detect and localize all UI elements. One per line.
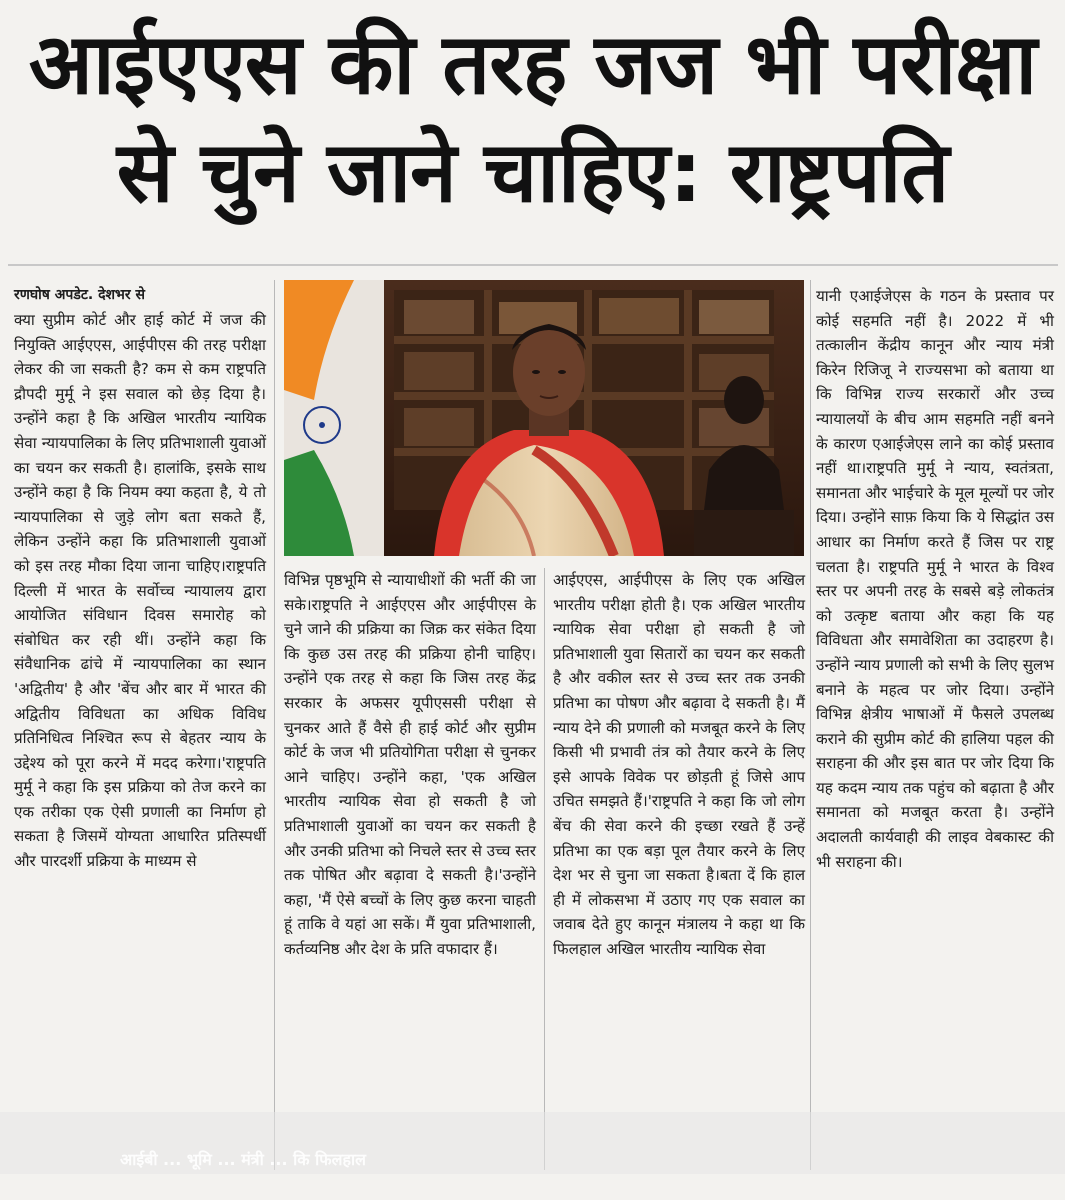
- watermark-text: आईबी ... भूमि ... मंत्री ... कि फिलहाल: [120, 1150, 366, 1169]
- article-column-1: [14, 284, 266, 874]
- headline-line-1: आईएएस की तरह जज भी परीक्षा: [28, 15, 1037, 113]
- headline-line-2: से चुने जाने चाहिए: राष्ट्रपति: [116, 123, 949, 221]
- indian-flag: [284, 280, 384, 556]
- photo-illustration: [284, 280, 804, 556]
- president-photo: [284, 280, 804, 556]
- article-column-3: [553, 568, 805, 962]
- headline-divider: [8, 264, 1058, 266]
- column-separator: [544, 568, 545, 1170]
- column-separator: [810, 280, 811, 1170]
- headline: [0, 10, 1065, 226]
- article-column-2: [284, 568, 536, 962]
- column-separator: [274, 280, 275, 1170]
- column-2-text: विभिन्न पृष्ठभूमि से न्यायाधीशों की भर्ती की जा सके।राष्ट्रपति ने आईएएस और आईपीएस के चुने जाने की प्रक्रिया का जिक्र कर संकेत दिया कि कुछ उस तरह की प्रक्रिया होनी चाहिए। उन्होंने एक तरह से कहा कि जिस तरह केंद्र सरकार के अफसर यूपीएससी परीक्षा से चुनकर आते हैं वैसे ही हाई कोर्ट और सुप्रीम कोर्ट के जज भी प्रतियोगिता परीक्षा से चुनकर आने चाहिए। उन्होंने कहा, 'एक अखिल भारतीय न्यायिक सेवा हो सकती है जो प्रतिभाशाली युवाओं का चयन कर सकती है और उनकी प्रतिभा को निचले स्तर से उच्च स्तर तक पोषित और बढ़ावा दे सकती है।'उन्होंने कहा, 'मैं ऐसे बच्चों के लिए कुछ करना चाहती हूं ताकि वे यहां आ सकें। मैं युवा प्रतिभाशाली, कर्तव्यनिष्ठ और देश के प्रति वफादार हैं।: [284, 571, 536, 958]
- dateline: रणघोष अपडेट. देशभर से: [14, 287, 145, 303]
- column-1-text: क्या सुप्रीम कोर्ट और हाई कोर्ट में जज की नियुक्ति आईएएस, आईपीएस की तरह परीक्षा लेकर की जा सकती है? कम से कम राष्ट्रपति द्रौपदी मुर्मू ने इस सवाल को छेड़ दिया है। उन्होंने कहा है कि अखिल भारतीय न्यायिक सेवा न्यायपालिका के लिए प्रतिभाशाली युवाओं का चयन कर सकती है। हालांकि, इसके साथ उन्होंने कहा है कि नियम क्या कहता है, ये तो न्यायपालिका से जुड़े लोग बता सकते हैं, लेकिन उन्होंने कहा कि प्रतिभाशाली युवाओं को इस तरह मौका दिया जाना चाहिए।राष्ट्रपति दिल्ली में भारत के सर्वोच्च न्यायालय द्वारा आयोजित संविधान दिवस समारोह को संबोधित कर रही थीं। उन्होंने कहा कि संवैधानिक ढांचे में न्यायपालिका का स्थान 'अद्वितीय' है और 'बेंच और बार में भारत की अद्वितीय विविधता का अधिक विविध प्रतिनिधित्व निश्चित रूप से बेहतर न्याय के उद्देश्य को पूरा करने में मदद करेगा।'राष्ट्रपति मुर्मू ने कहा कि इस प्रक्रिया को तेज करने का एक तरीका एक ऐसी प्रणाली का निर्माण हो सकता है जिसमें योग्यता आधारित प्रतिस्पर्धी और पारदर्शी प्रक्रिया के माध्यम से: [14, 311, 266, 871]
- column-4-text: यानी एआईजेएस के गठन के प्रस्ताव पर कोई सहमति नहीं है। 2022 में भी तत्कालीन केंद्रीय कानून और न्याय मंत्री किरेन रिजिजू ने राज्यसभा को बताया था कि विभिन्न राज्य सरकारों और उच्च न्यायालयों के बीच आम सहमति नहीं बनने के कारण एआईजेएस लाने का कोई प्रस्ताव नहीं था।राष्ट्रपति मुर्मू ने न्याय, स्वतंत्रता, समानता और भाईचारे के मूल मूल्यों पर जोर दिया। उन्होंने साफ़ किया कि ये सिद्धांत उस आधार का निर्माण करते हैं जिस पर राष्ट्र चलता है। राष्ट्रपति मुर्मू ने भारत के विश्व स्तर पर अपनी तरह के सबसे बड़े लोकतंत्र को उत्कृष्ट बताया और कहा कि यह विविधता और समावेशिता का उदाहरण है।उन्होंने न्याय प्रणाली को सभी के लिए सुलभ बनाने के महत्व पर जोर दिया। उन्होंने विभिन्न क्षेत्रीय भाषाओं में फैसले उपलब्ध कराने की सुप्रीम कोर्ट की हालिया पहल की सराहना की और इस बात पर जोर दिया कि यह कदम न्याय तक पहुंच को बढ़ाता है और समानता को मजबूत करता है। उन्होंने अदालती कार्यवाही की लाइव वेबकास्ट की भी सराहना की।: [816, 287, 1054, 871]
- article-column-4: [816, 284, 1054, 874]
- column-3-text: आईएएस, आईपीएस के लिए एक अखिल भारतीय परीक्षा होती है। एक अखिल भारतीय न्यायिक सेवा परीक्षा हो सकती है जो प्रतिभाशाली युवा सितारों का चयन कर सकती है और वकील स्तर से उच्च स्तर तक उनकी प्रतिभा का पोषण और बढ़ावा दे सकती है। मैं न्याय देने की प्रणाली को मजबूत करने के लिए किसी भी प्रभावी तंत्र को तैयार करने के लिए इसे आपके विवेक पर छोड़ती हूं जिसे आप उचित समझते हैं।'राष्ट्रपति ने कहा कि जो लोग बेंच की सेवा करने की इच्छा रखते हैं उन्हें प्रतिभा का एक बड़ा पूल तैयार करने के लिए देश भर से चुना जा सकता है।बता दें कि हाल ही में लोकसभा में उठाए गए एक सवाल का जवाब देते हुए कानून मंत्रालय ने कहा था कि फिलहाल अखिल भारतीय न्यायिक सेवा: [553, 571, 805, 958]
